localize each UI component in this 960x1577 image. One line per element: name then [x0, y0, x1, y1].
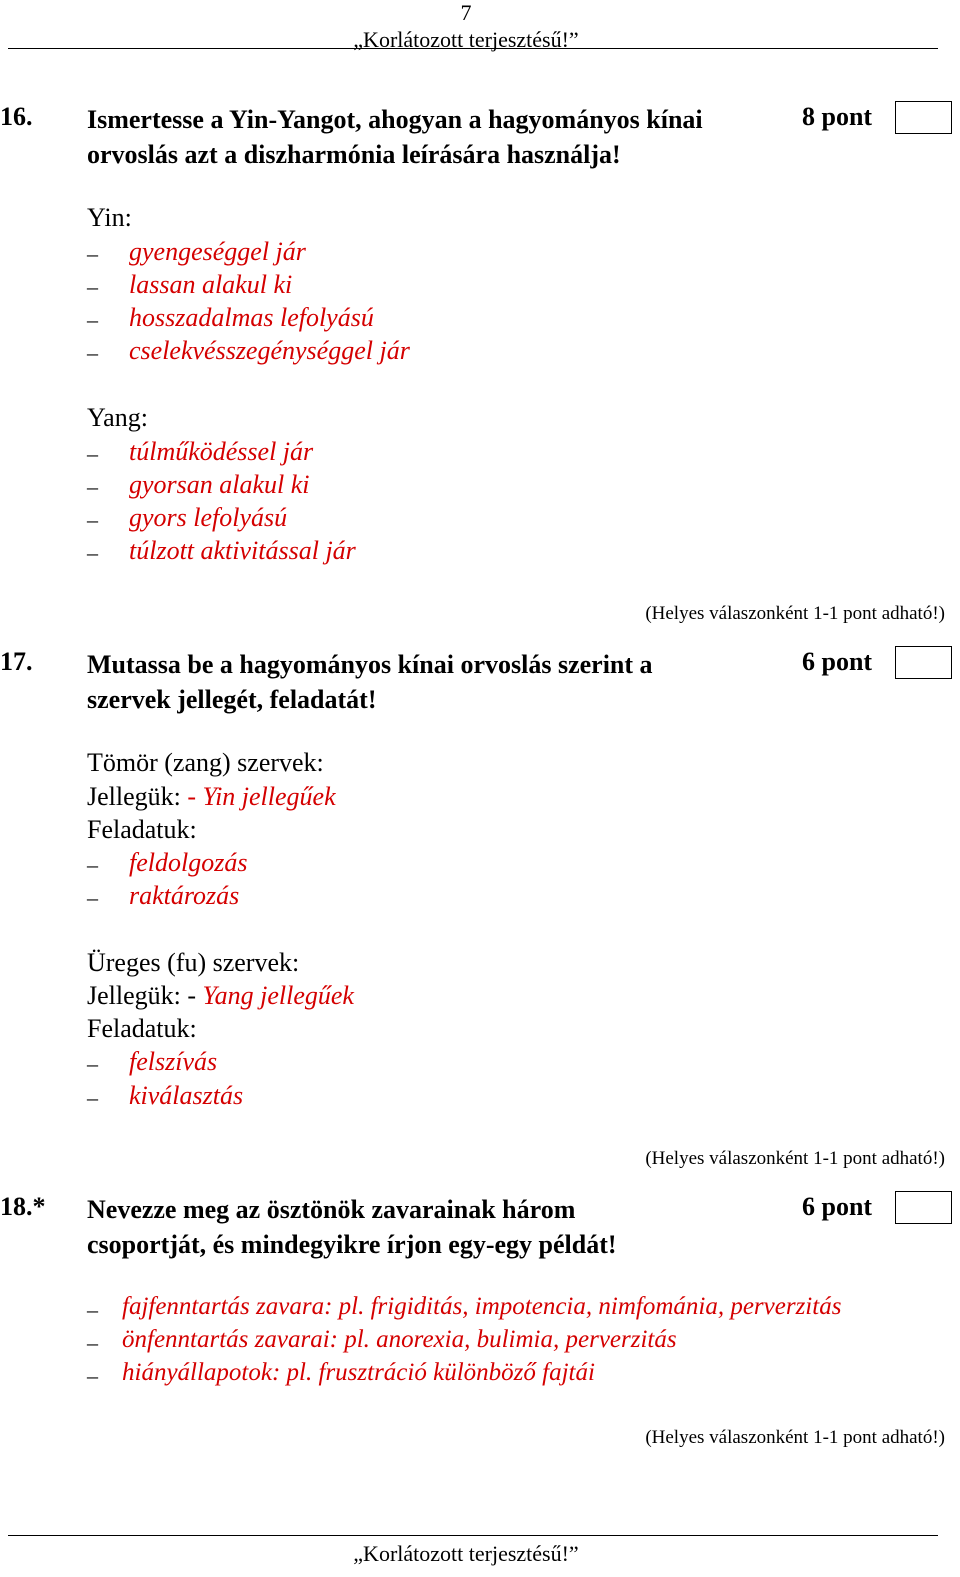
yang-item: túlzott aktivitással jár — [129, 536, 356, 565]
fu-character-value: Yang jellegűek — [202, 981, 354, 1010]
dash-bullet: – — [87, 241, 98, 266]
yin-item: gyengeséggel jár — [129, 237, 306, 266]
question-18-points: 6 pont — [802, 1192, 873, 1221]
yin-item: hosszadalmas lefolyású — [129, 303, 374, 332]
fu-character-line — [87, 981, 354, 1011]
fu-character-label: Jellegük: - — [87, 981, 203, 1010]
question-17-number: 17. — [0, 647, 33, 676]
question-18-scoring-note: (Helyes válaszonként 1-1 pont adható!) — [645, 1427, 945, 1448]
question-17-points: 6 pont — [802, 647, 873, 676]
fu-tasks-label: Feladatuk: — [87, 1014, 197, 1043]
yin-label: Yin: — [87, 203, 132, 232]
dash-bullet: – — [87, 307, 98, 332]
question-17-line2: szervek jellegét, feladatát! — [87, 685, 377, 714]
question-17-line1: Mutassa be a hagyományos kínai orvoslás szerint a — [87, 650, 653, 679]
question-17-score-box[interactable] — [895, 646, 952, 679]
dash-bullet: – — [87, 540, 98, 565]
question-18-line2: csoportját, és mindegyikre írjon egy-egy példát! — [87, 1230, 617, 1259]
zang-task-item: raktározás — [129, 881, 240, 910]
dash-bullet: – — [87, 852, 98, 877]
question-16-points: 8 pont — [802, 102, 873, 131]
zang-task-item: feldolgozás — [129, 848, 248, 877]
question-17-text — [87, 647, 653, 717]
dash-bullet: – — [87, 1051, 98, 1076]
question-16-line2: orvoslás azt a diszharmónia leírására használja! — [87, 140, 621, 169]
question-18-line1: Nevezze meg az ösztönök zavarainak három — [87, 1195, 576, 1224]
question-16-number: 16. — [0, 102, 33, 131]
dash-bullet: – — [87, 1085, 98, 1110]
dash-bullet: – — [87, 1330, 98, 1355]
page-header: „Korlátozott terjesztésű!” — [353, 27, 579, 52]
question-17-scoring-note: (Helyes válaszonként 1-1 pont adható!) — [645, 1148, 945, 1169]
dash-bullet: – — [87, 885, 98, 910]
question-16-score-box[interactable] — [895, 101, 952, 134]
fu-organs-label: Üreges (fu) szervek: — [87, 948, 300, 977]
instinct-disorder-item: hiányállapotok: pl. frusztráció különböző fajtái — [122, 1359, 595, 1386]
dash-bullet: – — [87, 507, 98, 532]
dash-bullet: – — [87, 441, 98, 466]
zang-character-label: Jellegük: — [87, 782, 188, 811]
zang-tasks-label: Feladatuk: — [87, 815, 197, 844]
header-rule — [8, 48, 938, 49]
question-16-line1: Ismertesse a Yin-Yangot, ahogyan a hagyományos kínai — [87, 105, 703, 134]
fu-task-item: felszívás — [129, 1047, 218, 1076]
yang-item: gyors lefolyású — [129, 503, 288, 532]
dash-bullet: – — [87, 340, 98, 365]
yin-item: cselekvésszegénységgel jár — [129, 336, 410, 365]
question-16-scoring-note: (Helyes válaszonként 1-1 pont adható!) — [645, 603, 945, 624]
question-18-text — [87, 1192, 617, 1262]
footer-rule — [8, 1535, 938, 1536]
question-18-number: 18.* — [0, 1192, 46, 1221]
instinct-disorder-item: önfenntartás zavarai: pl. anorexia, bulimia, perverzitás — [122, 1326, 677, 1353]
question-16-text — [87, 102, 703, 172]
yang-item: túlműködéssel jár — [129, 437, 314, 466]
yang-label: Yang: — [87, 403, 148, 432]
fu-task-item: kiválasztás — [129, 1081, 244, 1110]
question-18-score-box[interactable] — [895, 1191, 952, 1224]
zang-organs-label: Tömör (zang) szervek: — [87, 748, 324, 777]
page-number: 7 — [460, 0, 472, 25]
dash-bullet: – — [87, 274, 98, 299]
dash-bullet: – — [87, 1363, 98, 1388]
yin-item: lassan alakul ki — [129, 270, 293, 299]
dash-bullet: – — [87, 474, 98, 499]
instinct-disorder-item: fajfenntartás zavara: pl. frigiditás, impotencia, nimfománia, perverzitás — [122, 1293, 842, 1320]
zang-character-value: - Yin jellegűek — [187, 782, 336, 811]
zang-character-line — [87, 782, 336, 812]
dash-bullet: – — [87, 1297, 98, 1322]
yang-item: gyorsan alakul ki — [129, 470, 310, 499]
page-footer: „Korlátozott terjesztésű!” — [353, 1541, 579, 1566]
